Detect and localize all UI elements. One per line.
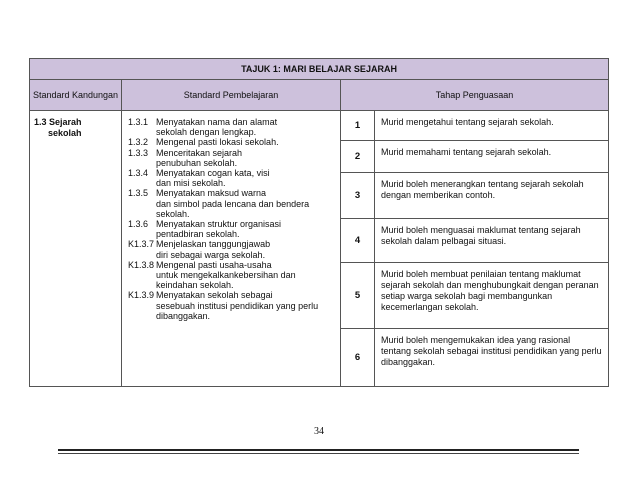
learning-standard-code: 1.3.2 bbox=[128, 137, 149, 148]
topic-name: sekolah bbox=[48, 128, 82, 138]
level-description: Murid boleh menerangkan tentang sejarah sekolah dengan memberikan contoh. bbox=[375, 173, 609, 219]
learning-standard-text: Menjelaskan tanggungjawab bbox=[156, 239, 271, 250]
learning-standard-item bbox=[128, 219, 336, 239]
table-title: TAJUK 1: MARI BELAJAR SEJARAH bbox=[30, 59, 609, 80]
learning-standard-code: K1.3.9 bbox=[128, 290, 155, 301]
learning-standard-item bbox=[128, 148, 336, 168]
learning-standard-code: 1.3.5 bbox=[128, 188, 149, 199]
learning-standard-text: Mengenal pasti usaha-usaha bbox=[156, 259, 272, 270]
footer-rule bbox=[58, 449, 579, 451]
learning-standard-text: Menyatakan sekolah sebagai bbox=[156, 290, 273, 301]
learning-standard-text: Menyatakan nama dan alamat bbox=[156, 117, 278, 127]
learning-standard-text: Menceritakan sejarah bbox=[156, 147, 243, 158]
learning-standard-text-cont: dan simbol pada lencana dan bendera sekolah. bbox=[156, 198, 310, 219]
level-number: 5 bbox=[341, 263, 375, 329]
learning-standard-text-cont: untuk mengekalkankebersihan dan keindahan sekolah. bbox=[156, 270, 296, 291]
level-number: 6 bbox=[341, 329, 375, 387]
header-tahap-penguasaan: Tahap Penguasaan bbox=[341, 80, 609, 111]
learning-standard-code: 1.3.6 bbox=[128, 219, 149, 230]
learning-standard-item bbox=[128, 137, 336, 147]
learning-standard-item bbox=[128, 117, 336, 137]
learning-standard-text: Menyatakan cogan kata, visi bbox=[156, 168, 270, 179]
table-title-row bbox=[30, 59, 609, 80]
learning-standard-text-cont: sesebuah institusi pendidikan yang perlu dibanggakan. bbox=[156, 300, 319, 321]
level-description: Murid memahami tentang sejarah sekolah. bbox=[375, 141, 609, 173]
learning-standard-text-cont: penubuhan sekolah. bbox=[156, 157, 238, 168]
learning-standard-text: Menyatakan maksud warna bbox=[156, 188, 267, 199]
page-number: 34 bbox=[314, 426, 324, 437]
header-standard-kandungan: Standard Kandungan bbox=[30, 80, 122, 111]
learning-standard-code: K1.3.7 bbox=[128, 239, 155, 250]
curriculum-table bbox=[29, 58, 609, 387]
learning-standard-item bbox=[128, 188, 336, 219]
level-number: 4 bbox=[341, 219, 375, 263]
learning-standard-item bbox=[128, 239, 336, 259]
column-header-row bbox=[30, 80, 609, 111]
level-description: Murid boleh menguasai maklumat tentang sejarah sekolah dalam pelbagai situasi. bbox=[375, 219, 609, 263]
topic-code: 1.3 Sejarah bbox=[34, 117, 82, 127]
learning-standard-item bbox=[128, 168, 336, 188]
learning-standard-code: 1.3.4 bbox=[128, 168, 149, 179]
table-row bbox=[30, 111, 609, 141]
learning-standard-code: 1.3.1 bbox=[128, 117, 149, 127]
learning-standard-code: 1.3.3 bbox=[128, 147, 149, 158]
level-description: Murid boleh membuat penilaian tentang maklumat sejarah sekolah dan menghubungkait dengan peranan setiap warga sekolah bagi membangunkan kecemerlangan sekolah. bbox=[375, 263, 609, 329]
level-description: Murid boleh mengemukakan idea yang rasional tentang sekolah sebagai institusi pendidikan yang perlu dibanggakan. bbox=[375, 329, 609, 387]
learning-standards-cell bbox=[122, 111, 341, 387]
level-number: 2 bbox=[341, 141, 375, 173]
header-standard-pembelajaran: Standard Pembelajaran bbox=[122, 80, 341, 111]
learning-standard-item bbox=[128, 260, 336, 291]
level-number: 1 bbox=[341, 111, 375, 141]
learning-standard-text-cont: pentadbiran sekolah. bbox=[156, 229, 240, 240]
learning-standard-text-cont: sekolah dengan lengkap. bbox=[156, 127, 257, 138]
learning-standard-text: Mengenal pasti lokasi sekolah. bbox=[156, 137, 279, 148]
level-number: 3 bbox=[341, 173, 375, 219]
learning-standard-code: K1.3.8 bbox=[128, 259, 155, 270]
footer-rule bbox=[58, 453, 579, 454]
learning-standard-text-cont: dan misi sekolah. bbox=[156, 178, 226, 189]
learning-standard-item bbox=[128, 290, 336, 321]
level-description: Murid mengetahui tentang sejarah sekolah. bbox=[375, 111, 609, 141]
learning-standard-text-cont: diri sebagai warga sekolah. bbox=[156, 249, 266, 260]
topic-cell bbox=[30, 111, 122, 387]
learning-standard-text: Menyatakan struktur organisasi bbox=[156, 219, 282, 230]
